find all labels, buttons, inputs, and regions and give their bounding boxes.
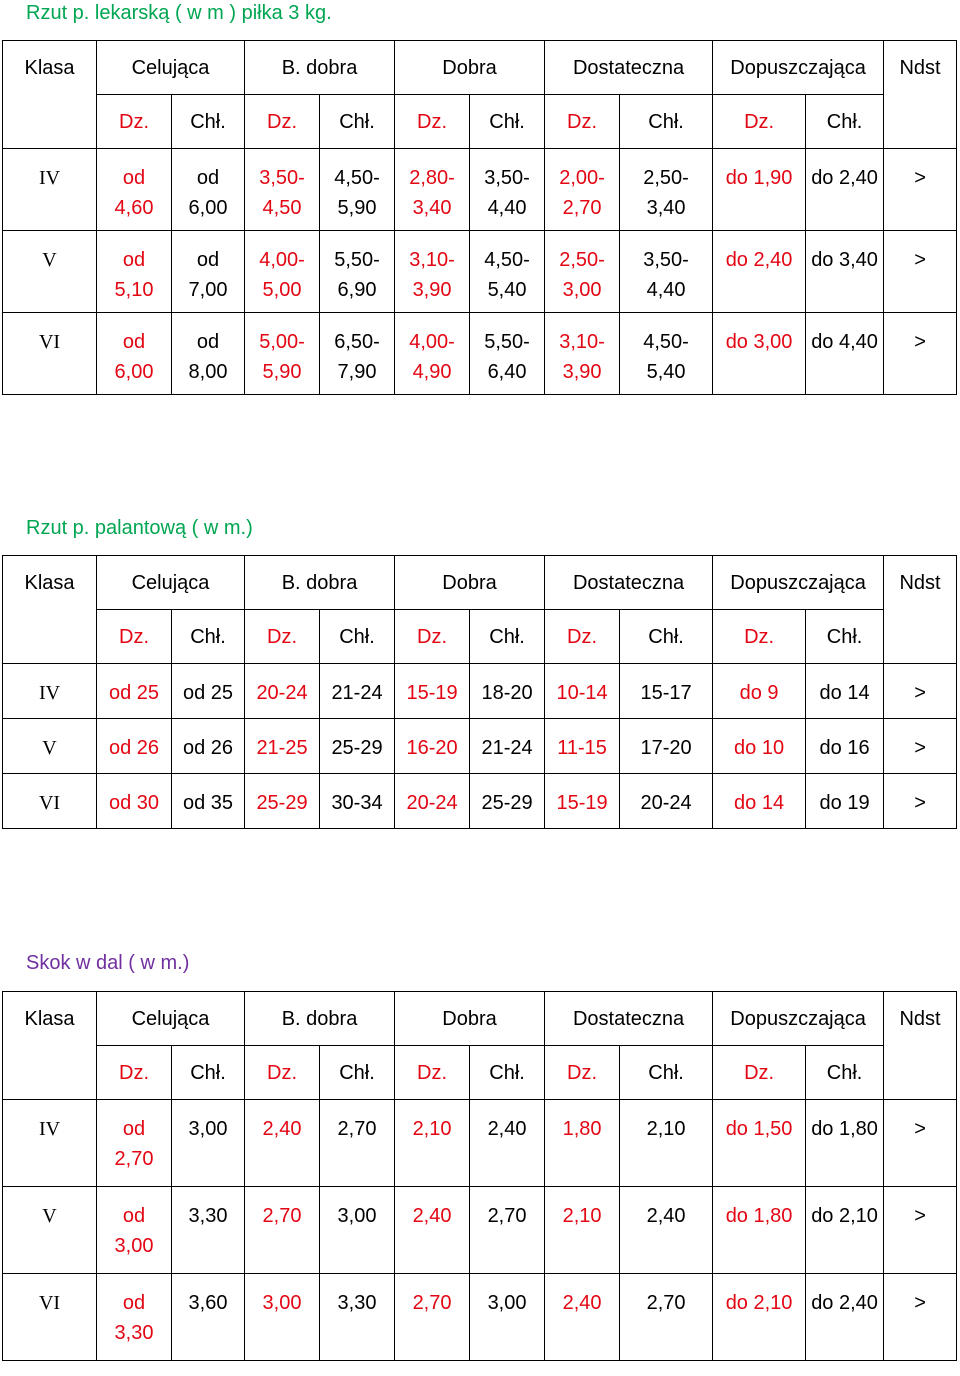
value-line: 20-24 bbox=[406, 792, 458, 814]
value-line: do 14 bbox=[734, 792, 785, 814]
subheader-cell: Dz. bbox=[713, 95, 806, 149]
value-line: 21-24 bbox=[481, 737, 533, 759]
value-line: od bbox=[196, 331, 220, 353]
value-line: 20-24 bbox=[640, 792, 692, 814]
value-cell bbox=[620, 664, 713, 719]
value-cell bbox=[545, 774, 620, 829]
value-cell bbox=[245, 149, 320, 231]
value-cell bbox=[395, 313, 470, 395]
value-line: do 2,10 bbox=[811, 1205, 878, 1227]
subheader-row bbox=[3, 1046, 957, 1100]
value-cell bbox=[713, 1274, 806, 1361]
value-cell bbox=[620, 149, 713, 231]
value-cell bbox=[713, 719, 806, 774]
value-line: 15-19 bbox=[406, 682, 458, 704]
subheader-cell: Dz. bbox=[545, 610, 620, 664]
value-line: 2,10 bbox=[562, 1205, 602, 1227]
value-cell bbox=[470, 313, 545, 395]
value-cell bbox=[172, 231, 245, 313]
subheader-cell: Dz. bbox=[713, 610, 806, 664]
subheader-cell: Dz. bbox=[97, 95, 172, 149]
value-cell bbox=[245, 313, 320, 395]
value-line: 3,00 bbox=[188, 1118, 228, 1140]
header-cell: Dostateczna bbox=[545, 556, 713, 610]
value-line: do 1,80 bbox=[725, 1205, 793, 1227]
value-cell bbox=[395, 774, 470, 829]
value-cell bbox=[470, 231, 545, 313]
value-cell bbox=[806, 313, 884, 395]
value-cell bbox=[172, 664, 245, 719]
value-line: 3,30 bbox=[114, 1322, 154, 1344]
value-cell bbox=[320, 1100, 395, 1187]
header-cell: Celująca bbox=[97, 556, 245, 610]
value-cell bbox=[245, 1274, 320, 1361]
value-cell bbox=[320, 1274, 395, 1361]
value-line: od bbox=[122, 249, 146, 271]
value-cell bbox=[97, 719, 172, 774]
value-line: 25-29 bbox=[481, 792, 533, 814]
value-cell bbox=[806, 774, 884, 829]
value-line: 18-20 bbox=[481, 682, 533, 704]
value-line: od bbox=[122, 1292, 146, 1314]
value-cell bbox=[395, 1274, 470, 1361]
table-row bbox=[3, 1100, 957, 1187]
value-cell bbox=[620, 774, 713, 829]
value-line: 2,40 bbox=[262, 1118, 302, 1140]
value-cell bbox=[806, 1274, 884, 1361]
klasa-cell: VI bbox=[3, 313, 97, 395]
subheader-cell: Chł. bbox=[806, 610, 884, 664]
value-cell bbox=[97, 664, 172, 719]
value-line: od 26 bbox=[182, 737, 234, 759]
value-cell bbox=[620, 231, 713, 313]
value-line: 3,50- bbox=[484, 167, 530, 189]
value-line: 4,50 bbox=[262, 197, 302, 219]
subheader-cell: Dz. bbox=[395, 610, 470, 664]
subheader-cell: Dz. bbox=[395, 95, 470, 149]
value-cell bbox=[395, 664, 470, 719]
subheader-cell: Chł. bbox=[620, 610, 713, 664]
value-line: 2,70 bbox=[412, 1292, 452, 1314]
value-line: do 1,80 bbox=[811, 1118, 878, 1140]
value-line: do 2,40 bbox=[725, 249, 793, 271]
value-cell bbox=[320, 774, 395, 829]
header-cell: Ndst bbox=[884, 556, 957, 664]
header-cell: Dobra bbox=[395, 41, 545, 95]
value-cell bbox=[545, 719, 620, 774]
header-cell: B. dobra bbox=[245, 992, 395, 1046]
value-cell bbox=[245, 231, 320, 313]
value-line: 3,00 bbox=[562, 279, 602, 301]
value-cell bbox=[97, 1274, 172, 1361]
value-line: od 30 bbox=[108, 792, 160, 814]
value-cell bbox=[545, 231, 620, 313]
klasa-cell: V bbox=[3, 719, 97, 774]
subheader-cell: Chł. bbox=[172, 610, 245, 664]
value-line: 3,30 bbox=[188, 1205, 228, 1227]
header-cell: Klasa bbox=[3, 556, 97, 664]
value-line: 4,50- bbox=[484, 249, 530, 271]
value-cell bbox=[320, 719, 395, 774]
value-cell bbox=[97, 231, 172, 313]
subheader-row bbox=[3, 95, 957, 149]
value-line: do 10 bbox=[734, 737, 785, 759]
header-cell: Dostateczna bbox=[545, 992, 713, 1046]
table-rzut-lekarska bbox=[2, 40, 957, 395]
value-line: do 1,50 bbox=[725, 1118, 793, 1140]
ndst-cell: > bbox=[884, 313, 957, 395]
table-row bbox=[3, 1187, 957, 1274]
klasa-cell: VI bbox=[3, 1274, 97, 1361]
value-line: 6,40 bbox=[487, 361, 527, 383]
subheader-cell: Chł. bbox=[320, 1046, 395, 1100]
value-line: od bbox=[196, 167, 220, 189]
ndst-cell: > bbox=[884, 664, 957, 719]
value-line: 3,00 bbox=[114, 1235, 154, 1257]
value-line: 3,00 bbox=[487, 1292, 527, 1314]
value-cell bbox=[713, 149, 806, 231]
klasa-cell: IV bbox=[3, 1100, 97, 1187]
subheader-cell: Dz. bbox=[97, 1046, 172, 1100]
subheader-cell: Dz. bbox=[545, 95, 620, 149]
value-line: 5,40 bbox=[646, 361, 686, 383]
value-cell bbox=[320, 149, 395, 231]
value-line: 3,00 bbox=[337, 1205, 377, 1227]
value-line: do 2,10 bbox=[725, 1292, 793, 1314]
header-row bbox=[3, 992, 957, 1046]
value-line: od 25 bbox=[182, 682, 234, 704]
ndst-cell: > bbox=[884, 231, 957, 313]
value-line: 7,00 bbox=[188, 279, 228, 301]
value-line: 3,90 bbox=[412, 279, 452, 301]
value-line: 2,10 bbox=[412, 1118, 452, 1140]
value-line: do 3,40 bbox=[811, 249, 878, 271]
value-cell bbox=[470, 719, 545, 774]
table-row bbox=[3, 313, 957, 395]
header-cell: Celująca bbox=[97, 992, 245, 1046]
section-title-skok-w-dal: Skok w dal ( w m.) bbox=[26, 952, 190, 974]
header-cell: Ndst bbox=[884, 41, 957, 149]
value-line: 15-19 bbox=[556, 792, 608, 814]
value-line: 4,00- bbox=[259, 249, 305, 271]
value-cell bbox=[713, 1100, 806, 1187]
table-row bbox=[3, 149, 957, 231]
value-line: 15-17 bbox=[640, 682, 692, 704]
value-line: od bbox=[122, 331, 146, 353]
value-line: 2,50- bbox=[559, 249, 605, 271]
value-line: do 4,40 bbox=[811, 331, 878, 353]
value-cell bbox=[806, 719, 884, 774]
value-cell bbox=[320, 313, 395, 395]
value-line: do 2,40 bbox=[811, 1292, 878, 1314]
value-line: 4,40 bbox=[646, 279, 686, 301]
value-line: od 35 bbox=[182, 792, 234, 814]
value-line: 2,40 bbox=[487, 1118, 527, 1140]
value-line: od 26 bbox=[108, 737, 160, 759]
klasa-cell: IV bbox=[3, 664, 97, 719]
value-line: 6,90 bbox=[337, 279, 377, 301]
value-cell bbox=[470, 1187, 545, 1274]
value-line: 25-29 bbox=[331, 737, 383, 759]
value-line: 2,70 bbox=[337, 1118, 377, 1140]
value-cell bbox=[620, 1274, 713, 1361]
value-cell bbox=[545, 1187, 620, 1274]
value-line: 3,40 bbox=[646, 197, 686, 219]
value-cell bbox=[620, 1187, 713, 1274]
value-line: 2,00- bbox=[559, 167, 605, 189]
value-line: 5,00- bbox=[259, 331, 305, 353]
subheader-cell: Chł. bbox=[470, 610, 545, 664]
subheader-cell: Chł. bbox=[620, 95, 713, 149]
subheader-cell: Chł. bbox=[470, 1046, 545, 1100]
value-line: 2,70 bbox=[646, 1292, 686, 1314]
header-row bbox=[3, 556, 957, 610]
value-cell bbox=[245, 1187, 320, 1274]
header-cell: Dobra bbox=[395, 556, 545, 610]
value-cell bbox=[545, 1100, 620, 1187]
value-line: do 2,40 bbox=[811, 167, 878, 189]
value-line: od bbox=[122, 1205, 146, 1227]
value-line: 3,50- bbox=[259, 167, 305, 189]
value-line: 17-20 bbox=[640, 737, 692, 759]
value-line: 1,80 bbox=[562, 1118, 602, 1140]
value-cell bbox=[172, 149, 245, 231]
value-line: 3,10- bbox=[409, 249, 455, 271]
ndst-cell: > bbox=[884, 1100, 957, 1187]
value-cell bbox=[97, 774, 172, 829]
value-cell bbox=[172, 1274, 245, 1361]
value-line: 2,40 bbox=[412, 1205, 452, 1227]
value-line: 4,40 bbox=[487, 197, 527, 219]
subheader-cell: Dz. bbox=[97, 610, 172, 664]
value-cell bbox=[172, 1100, 245, 1187]
value-line: 5,90 bbox=[262, 361, 302, 383]
value-line: 4,90 bbox=[412, 361, 452, 383]
value-cell bbox=[97, 149, 172, 231]
value-line: 2,10 bbox=[646, 1118, 686, 1140]
value-line: 3,90 bbox=[562, 361, 602, 383]
value-line: 5,40 bbox=[487, 279, 527, 301]
value-line: od bbox=[122, 1118, 146, 1140]
value-cell bbox=[806, 231, 884, 313]
header-cell: Dopuszczająca bbox=[713, 556, 884, 610]
ndst-cell: > bbox=[884, 719, 957, 774]
value-cell bbox=[97, 1187, 172, 1274]
value-line: 3,00 bbox=[262, 1292, 302, 1314]
subheader-cell: Chł. bbox=[320, 95, 395, 149]
value-line: do 3,00 bbox=[725, 331, 793, 353]
header-cell: Ndst bbox=[884, 992, 957, 1100]
value-line: 5,50- bbox=[334, 249, 380, 271]
value-cell bbox=[395, 149, 470, 231]
value-line: 2,70 bbox=[262, 1205, 302, 1227]
ndst-cell: > bbox=[884, 1187, 957, 1274]
value-cell bbox=[470, 774, 545, 829]
value-cell bbox=[470, 1100, 545, 1187]
value-cell bbox=[470, 1274, 545, 1361]
value-cell bbox=[97, 1100, 172, 1187]
value-line: 21-25 bbox=[256, 737, 308, 759]
table-row bbox=[3, 231, 957, 313]
subheader-cell: Chł. bbox=[620, 1046, 713, 1100]
value-line: 4,50- bbox=[334, 167, 380, 189]
value-line: 2,40 bbox=[646, 1205, 686, 1227]
header-cell: Dopuszczająca bbox=[713, 41, 884, 95]
value-cell bbox=[172, 1187, 245, 1274]
value-cell bbox=[620, 1100, 713, 1187]
value-cell bbox=[395, 1100, 470, 1187]
value-cell bbox=[713, 664, 806, 719]
subheader-cell: Dz. bbox=[245, 610, 320, 664]
value-line: do 1,90 bbox=[725, 167, 793, 189]
table-skok-w-dal bbox=[2, 991, 957, 1361]
value-cell bbox=[245, 719, 320, 774]
value-cell bbox=[545, 313, 620, 395]
value-line: 3,30 bbox=[337, 1292, 377, 1314]
value-line: 5,50- bbox=[484, 331, 530, 353]
section-title-rzut-lekarska: Rzut p. lekarską ( w m ) piłka 3 kg. bbox=[26, 2, 332, 24]
value-line: 25-29 bbox=[256, 792, 308, 814]
table-rzut-palantowa bbox=[2, 555, 957, 829]
value-cell bbox=[545, 664, 620, 719]
header-cell: Dostateczna bbox=[545, 41, 713, 95]
value-cell bbox=[172, 313, 245, 395]
value-line: 5,10 bbox=[114, 279, 154, 301]
value-line: 16-20 bbox=[406, 737, 458, 759]
table-row bbox=[3, 664, 957, 719]
value-line: do 14 bbox=[819, 682, 870, 704]
klasa-cell: V bbox=[3, 1187, 97, 1274]
value-line: 2,50- bbox=[643, 167, 689, 189]
value-line: 6,00 bbox=[188, 197, 228, 219]
klasa-cell: IV bbox=[3, 149, 97, 231]
value-line: do 9 bbox=[739, 682, 779, 704]
table-row bbox=[3, 1274, 957, 1361]
header-cell: Celująca bbox=[97, 41, 245, 95]
value-line: 3,50- bbox=[643, 249, 689, 271]
table-row bbox=[3, 774, 957, 829]
value-cell bbox=[245, 774, 320, 829]
value-line: 5,90 bbox=[337, 197, 377, 219]
value-line: od 25 bbox=[108, 682, 160, 704]
value-line: do 19 bbox=[819, 792, 870, 814]
klasa-cell: VI bbox=[3, 774, 97, 829]
value-cell bbox=[172, 719, 245, 774]
subheader-cell: Chł. bbox=[806, 95, 884, 149]
subheader-cell: Dz. bbox=[245, 95, 320, 149]
value-line: 7,90 bbox=[337, 361, 377, 383]
header-cell: B. dobra bbox=[245, 41, 395, 95]
value-cell bbox=[470, 664, 545, 719]
value-cell bbox=[713, 231, 806, 313]
header-cell: Dobra bbox=[395, 992, 545, 1046]
value-line: 6,00 bbox=[114, 361, 154, 383]
value-cell bbox=[395, 719, 470, 774]
header-cell: B. dobra bbox=[245, 556, 395, 610]
value-line: 4,50- bbox=[643, 331, 689, 353]
value-cell bbox=[806, 664, 884, 719]
value-cell bbox=[713, 313, 806, 395]
subheader-cell: Chł. bbox=[806, 1046, 884, 1100]
ndst-cell: > bbox=[884, 149, 957, 231]
header-cell: Dopuszczająca bbox=[713, 992, 884, 1046]
value-line: 6,50- bbox=[334, 331, 380, 353]
value-cell bbox=[172, 774, 245, 829]
value-line: od bbox=[196, 249, 220, 271]
value-line: 4,00- bbox=[409, 331, 455, 353]
value-line: 2,40 bbox=[562, 1292, 602, 1314]
subheader-cell: Dz. bbox=[713, 1046, 806, 1100]
value-line: 3,10- bbox=[559, 331, 605, 353]
value-cell bbox=[320, 231, 395, 313]
klasa-cell: V bbox=[3, 231, 97, 313]
header-row bbox=[3, 41, 957, 95]
value-cell bbox=[620, 313, 713, 395]
value-line: 2,80- bbox=[409, 167, 455, 189]
subheader-cell: Chł. bbox=[172, 95, 245, 149]
value-line: 20-24 bbox=[256, 682, 308, 704]
table-row bbox=[3, 719, 957, 774]
value-cell bbox=[806, 1187, 884, 1274]
subheader-cell: Chł. bbox=[320, 610, 395, 664]
value-line: 8,00 bbox=[188, 361, 228, 383]
value-cell bbox=[97, 313, 172, 395]
ndst-cell: > bbox=[884, 1274, 957, 1361]
value-cell bbox=[470, 149, 545, 231]
value-line: 5,00 bbox=[262, 279, 302, 301]
header-cell: Klasa bbox=[3, 41, 97, 149]
value-line: od bbox=[122, 167, 146, 189]
value-cell bbox=[245, 664, 320, 719]
subheader-cell: Chł. bbox=[470, 95, 545, 149]
value-line: 4,60 bbox=[114, 197, 154, 219]
value-line: 2,70 bbox=[487, 1205, 527, 1227]
value-line: do 16 bbox=[819, 737, 870, 759]
section-title-rzut-palantowa: Rzut p. palantową ( w m.) bbox=[26, 517, 253, 539]
subheader-row bbox=[3, 610, 957, 664]
value-cell bbox=[245, 1100, 320, 1187]
value-line: 21-24 bbox=[331, 682, 383, 704]
value-cell bbox=[320, 1187, 395, 1274]
value-line: 3,40 bbox=[412, 197, 452, 219]
subheader-cell: Dz. bbox=[245, 1046, 320, 1100]
value-cell bbox=[545, 149, 620, 231]
value-cell bbox=[320, 664, 395, 719]
value-line: 30-34 bbox=[331, 792, 383, 814]
value-cell bbox=[395, 1187, 470, 1274]
value-cell bbox=[620, 719, 713, 774]
value-line: 3,60 bbox=[188, 1292, 228, 1314]
value-cell bbox=[713, 774, 806, 829]
value-line: 2,70 bbox=[114, 1148, 154, 1170]
header-cell: Klasa bbox=[3, 992, 97, 1100]
value-cell bbox=[806, 1100, 884, 1187]
value-cell bbox=[713, 1187, 806, 1274]
value-line: 2,70 bbox=[562, 197, 602, 219]
value-cell bbox=[545, 1274, 620, 1361]
subheader-cell: Chł. bbox=[172, 1046, 245, 1100]
value-line: 10-14 bbox=[556, 682, 608, 704]
value-line: 11-15 bbox=[557, 737, 607, 759]
value-cell bbox=[395, 231, 470, 313]
subheader-cell: Dz. bbox=[395, 1046, 470, 1100]
value-cell bbox=[806, 149, 884, 231]
ndst-cell: > bbox=[884, 774, 957, 829]
subheader-cell: Dz. bbox=[545, 1046, 620, 1100]
